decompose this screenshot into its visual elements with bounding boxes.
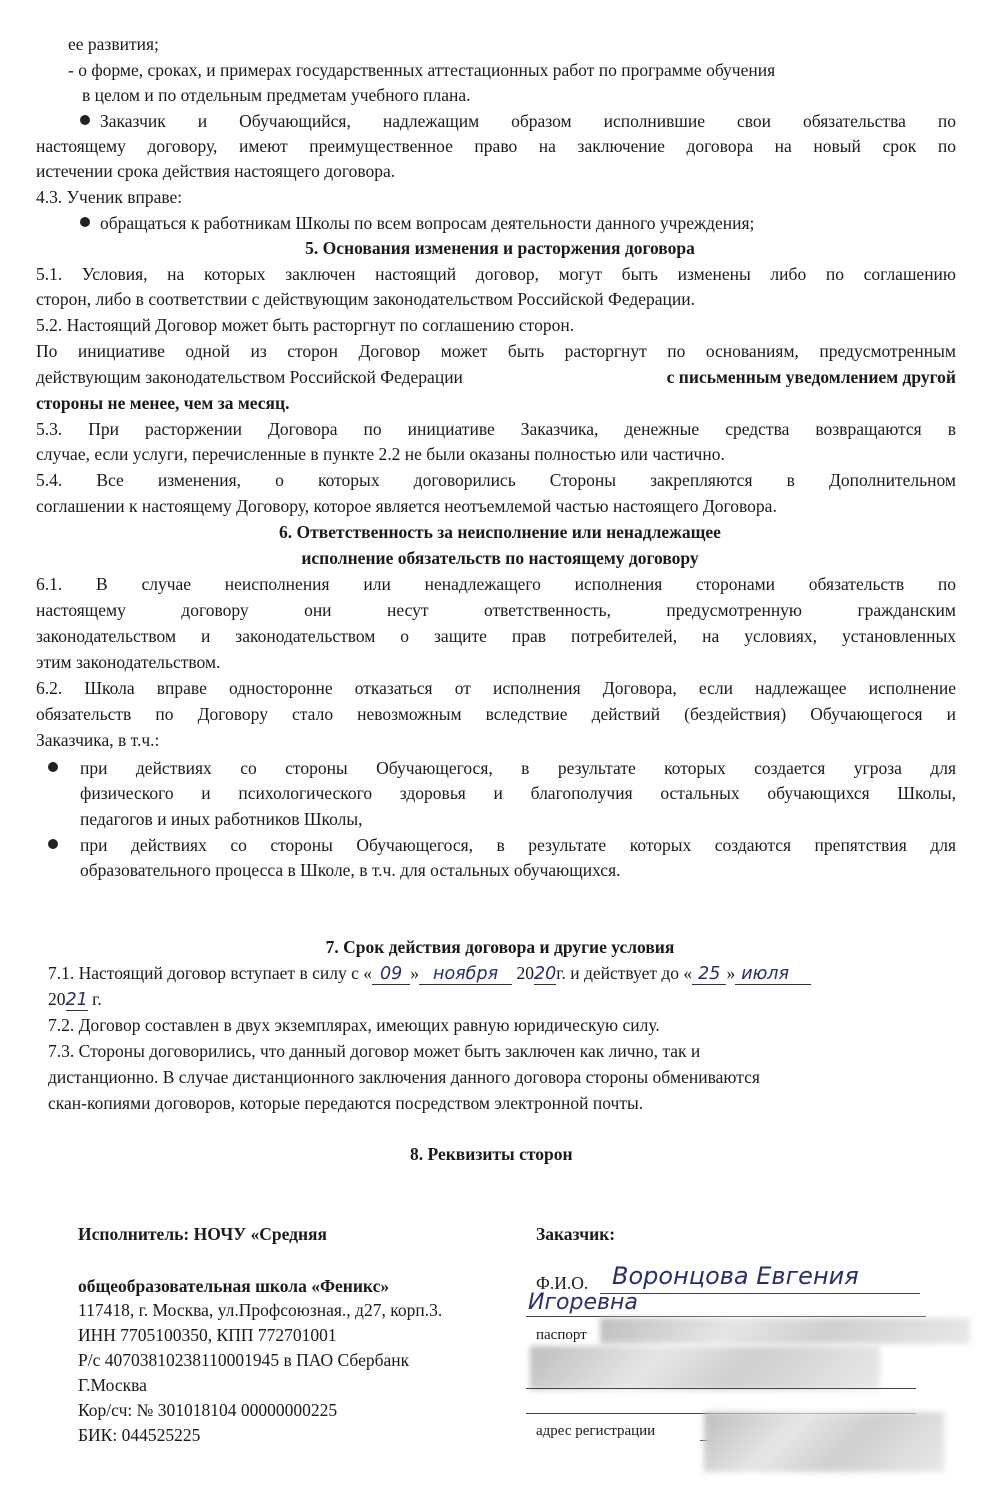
section-title: исполнение обязательств по настоящему договору xyxy=(301,548,699,568)
handwritten-year: 21 xyxy=(65,990,88,1010)
blank-line xyxy=(526,1388,916,1389)
text-line: образовательного процесса в Школе, в т.ч. для остальных обучающихся. xyxy=(80,860,621,880)
text-line: 7.2. Договор составлен в двух экземплярах, имеющих равную юридическую силу. xyxy=(48,1015,660,1035)
text-line: Заказчика, в т.ч.: xyxy=(36,730,160,750)
text-line: случае, если услуги, перечисленные в пункте 2.2 не были оказаны полностью или частично. xyxy=(36,444,725,464)
text-span: 20 xyxy=(48,989,66,1009)
text-line: 5.1. Условия, на которых заключен настоящий договор, могут быть изменены либо по соглашению xyxy=(36,264,956,284)
text-line: 4.3. Ученик вправе: xyxy=(36,187,183,207)
text-line: - о форме, сроках, и примерах государственных аттестационных работ по программе обучения xyxy=(68,60,776,80)
text-span: 20 xyxy=(512,963,534,983)
executor-account: Р/с 40703810238110001945 в ПАО Сбербанк xyxy=(78,1350,410,1370)
text-line: этим законодательством. xyxy=(36,652,221,672)
text-line xyxy=(48,961,811,988)
redacted-block xyxy=(600,1318,970,1344)
text-span: » xyxy=(726,963,736,983)
executor-corr-account: Кор/сч: № 301018104 00000000225 xyxy=(78,1400,338,1420)
text-span: действующим законодательством Российской Федерации xyxy=(36,367,463,387)
handwritten-day: 25 xyxy=(692,964,726,985)
section-title: 6. Ответственность за неисполнение или ненадлежащее xyxy=(279,522,721,542)
bullet-icon xyxy=(48,839,58,849)
bold-span: с письменным уведомлением другой xyxy=(666,367,956,387)
text-span: 7.1. Настоящий договор вступает в силу с « xyxy=(48,963,372,983)
text-line: скан-копиями договоров, которые передаются посредством электронной почты. xyxy=(48,1093,644,1113)
handwritten-day: 09 xyxy=(372,964,410,985)
text-line: законодательством и законодательством о защите прав потребителей, на условиях, установленных xyxy=(36,626,956,646)
bullet-icon xyxy=(80,115,90,125)
executor-title: Исполнитель: НОЧУ «Средняя xyxy=(78,1224,327,1244)
section-title: 8. Реквизиты сторон xyxy=(410,1144,573,1164)
executor-inn: ИНН 7705100350, КПП 772701001 xyxy=(78,1325,337,1345)
bullet-icon xyxy=(80,217,90,227)
text-line: 6.1. В случае неисполнения или ненадлежащего исполнения сторонами обязательств по xyxy=(36,574,956,594)
customer-fio-handwritten: Игоревна xyxy=(528,1290,638,1315)
bullet-icon xyxy=(48,762,58,772)
text-line: в целом и по отдельным предметам учебного плана. xyxy=(82,85,471,105)
executor-address: 117418, г. Москва, ул.Профсоюзная., д27, корп.3. xyxy=(78,1300,443,1320)
text-line: физического и психологического здоровья и благополучия остальных обучающихся Школы, xyxy=(80,783,956,803)
customer-fio-handwritten: Воронцова Евгения xyxy=(612,1262,859,1290)
text-line: 5.3. При расторжении Договора по инициативе Заказчика, денежные средства возвращаются в xyxy=(36,419,956,439)
executor-name: общеобразовательная школа «Феникс» xyxy=(78,1276,390,1296)
text-line: обращаться к работникам Школы по всем вопросам деятельности данного учреждения; xyxy=(100,213,755,233)
customer-fio-label: Ф.И.О. xyxy=(536,1273,589,1293)
text-line xyxy=(36,365,956,391)
handwritten-month: июля xyxy=(735,964,811,985)
redacted-block xyxy=(530,1346,880,1390)
text-line: стороны не менее, чем за месяц. xyxy=(36,393,290,413)
text-line: педагогов и иных работников Школы, xyxy=(80,809,363,829)
text-line: сторон, либо в соответствии с действующим законодательством Российской Федерации. xyxy=(36,289,696,309)
text-line: настоящему договору они несут ответственность, предусмотренную гражданским xyxy=(36,600,956,620)
text-line: дистанционно. В случае дистанционного заключения данного договора стороны обмениваются xyxy=(48,1067,760,1087)
text-span: » xyxy=(410,963,419,983)
text-line: при действиях со стороны Обучающегося, в результате которых создается угроза для xyxy=(80,758,956,778)
section-title: 5. Основания изменения и расторжения договора xyxy=(305,238,695,258)
executor-bik: БИК: 044525225 xyxy=(78,1425,201,1445)
text-line: По инициативе одной из сторон Договор может быть расторгнут по основаниям, предусмотренным xyxy=(36,341,956,361)
text-line: 6.2. Школа вправе односторонне отказаться от исполнения Договора, если надлежащее исполнение xyxy=(36,678,956,698)
text-line: ее развития; xyxy=(68,34,159,54)
text-span: г. xyxy=(87,989,102,1009)
customer-address-label: адрес регистрации xyxy=(536,1423,656,1439)
text-line: соглашении к настоящему Договору, которое является неотъемлемой частью настоящего Договора. xyxy=(36,496,777,516)
handwritten-month: ноября xyxy=(419,964,512,985)
text-line: 5.4. Все изменения, о которых договорились Стороны закрепляются в Дополнительном xyxy=(36,470,956,490)
redacted-block xyxy=(704,1412,944,1472)
text-line: истечении срока действия настоящего договора. xyxy=(36,161,396,181)
text-line: обязательств по Договору стало невозможным вследствие действий (бездействия) Обучающегося и xyxy=(36,704,956,724)
text-span: г. и действует до « xyxy=(556,963,693,983)
text-line: 7.3. Стороны договорились, что данный договор может быть заключен как лично, так и xyxy=(48,1041,701,1061)
fio-underline xyxy=(526,1316,926,1317)
fio-underline xyxy=(600,1293,920,1294)
handwritten-year: 20 xyxy=(533,964,557,984)
text-line xyxy=(48,987,102,1014)
section-title: 7. Срок действия договора и другие условия xyxy=(325,937,675,957)
text-line: при действиях со стороны Обучающегося, в результате которых создаются препятствия для xyxy=(80,835,956,855)
text-line: 5.2. Настоящий Договор может быть расторгнут по соглашению сторон. xyxy=(36,315,575,335)
text-line: Заказчик и Обучающийся, надлежащим образом исполнившие свои обязательства по xyxy=(100,111,956,131)
customer-title: Заказчик: xyxy=(536,1224,616,1244)
executor-city: Г.Москва xyxy=(78,1375,147,1395)
customer-passport-label: паспорт xyxy=(536,1327,587,1343)
text-line: настоящему договору, имеют преимущественное право на заключение договора на новый срок по xyxy=(36,136,956,156)
